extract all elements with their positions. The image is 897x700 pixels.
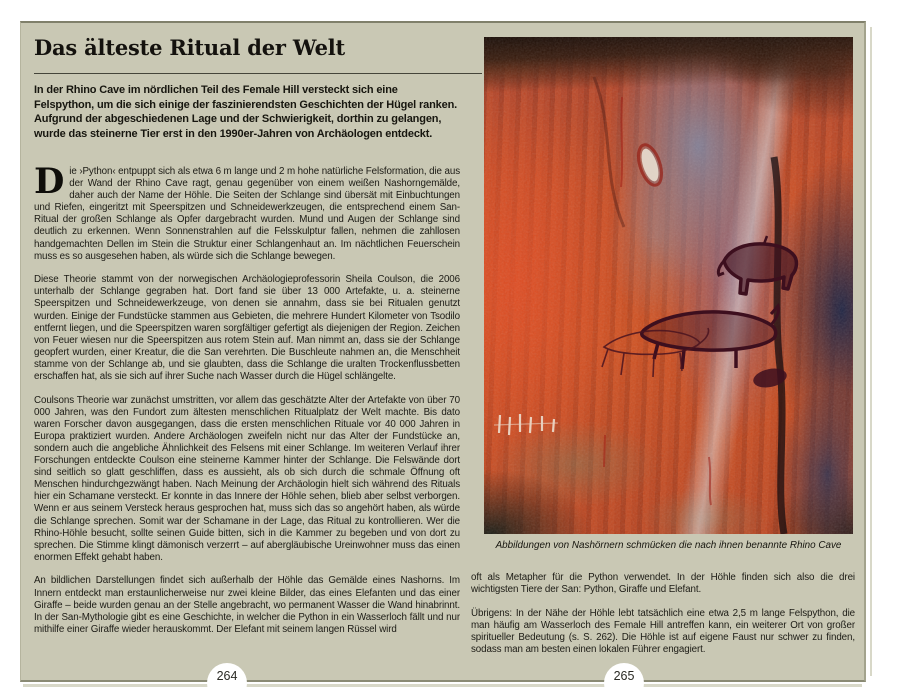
- rock-paintings-overlay: [484, 37, 853, 534]
- rock-art-photo: [484, 37, 853, 534]
- drop-cap: D: [34, 161, 65, 202]
- intro-paragraph: In der Rhino Cave im nördlichen Teil des Female Hill versteckt sich eine Felspython, um die sich einige der faszinierendsten Geschichten der Hügel ranken. Aufgrund der abgeschiedenen Lage und der Schwierigkeit, dorthin zu gelangen, wurde das steinerne Tier erst in den 1990er-Jahren von Archäologen entdeckt.: [34, 84, 458, 140]
- body-paragraph: [34, 161, 460, 263]
- body-paragraph: Coulsons Theorie war zunächst umstritten, vor allem das geschätzte Alter der Artefakte von über 70 000 Jahren, was den Fundort zum ältesten menschlichen Ritualplatz der Welt machte. Bis dato waren Forscher davon ausgegangen, dass die ersten menschlichen Rituale vor 40 000 Jahren in Europa praktiziert wurden. Andere Archäologen zweifeln nicht nur das Alter der Fundstücke an, sondern auch die angebliche Ähnlichkeit des Felsens mit einer Schlange. Im weiteren Verlauf ihrer Forschungen entdeckte Coulson eine steinerne Kammer hinter der Schlange. Die Felswände dort sind seitlich so glatt geschliffen, dass es aussieht, als ob sich durch die schmale Öffnung oft Menschen hindurchgezwängt haben. Nach Meinung der Archäologin hielt sich während des Rituals hier ein Schamane versteckt. Er konnte in das Innere der Höhle sehen, blieb aber selbst verborgen. Wenn er aus seinem Versteck heraus gesprochen hat, muss sich das so angehört haben, als würde die Schlange sprechen. Somit war der Schamane in der Lage, das Ritual zu kontrollieren. Wer die Rhino-Höhle besucht, sollte seinen Guide bitten, sich in die Kammer zu begeben und von dort zu sprechen. Die Stimme klingt dämonisch verzerrt – auf abergläubische Ureinwohner muss das einen enormen Effekt gehabt haben.: [34, 394, 460, 563]
- body-paragraph: Übrigens: In der Nähe der Höhle lebt tatsächlich eine etwa 2,5 m lange Felspython, die man häufig am Wasserloch des Female Hill antreffen kann, ein weiterer Ort von großer spiritueller Bedeutung (s. S. 262). Die Höhle ist auf eigene Faust nur schwer zu finden, sodass man am besten einen lokalen Führer engagiert.: [471, 607, 855, 655]
- body-paragraph: An bildlichen Darstellungen findet sich außerhalb der Höhle das Gemälde eines Nashorns. Im Innern entdeckt man erstaunlicherweise nur zwei kleine Bilder, das eines Elefanten und das einer Giraffe – beide wurden genau an der Stelle angebracht, wo permanent Wasser die Wand hinabrinnt. In der San-Mythologie gibt es eine Geschichte, in welcher die Python in ein Wasserloch fällt und nur mithilfe einer Giraffe wieder herauskommt. Der Elefant mit seinem langen Rüssel wird: [34, 575, 460, 635]
- title-divider: [34, 73, 482, 74]
- body-paragraph: oft als Metapher für die Python verwendet. In der Höhle finden sich also die drei wichtigsten Tiere der San: Python, Giraffe und Elefant.: [471, 572, 855, 596]
- right-text-column: [471, 572, 855, 668]
- page-title: Das älteste Ritual der Welt: [34, 35, 346, 60]
- photo-caption: Abbildungen von Nashörnern schmücken die nach ihnen benannte Rhino Cave: [495, 540, 842, 551]
- photo-grain: [484, 37, 853, 534]
- body-paragraph: Diese Theorie stammt von der norwegischen Archäologieprofessorin Sheila Coulson, die 2006 unterhalb der Schlange gegraben hat. Dort fand sie über 13 000 Artefakte, u. a. steinerne Speerspitzen und Schneidewerkzeuge, von denen sie annahm, dass sie bei Ritualen genutzt wurden. Einige der Fundstücke stammen aus Gebieten, die mehrere Hundert Kilometer von Tsodilo entfernt liegen, und die Speerspitzen waren sorgfältiger gefertigt als diejenigen der Region. Zeichen von Feuer wiesen nur die Speerspitzen aus rotem Stein auf. Man nimmt an, dass sie der Schlange geopfert wurden, einer Kreatur, die die San verehrten. Die Buschleute nahmen an, die Menschheit stamme von der Schlange ab, und sie glaubten, dass die Schlange die uralten Trockenflussbetten erschaffen hat, als sie sich auf ihrer Suche nach Wasser durch die Hügel schlängelte.: [34, 274, 460, 382]
- book-spread: [20, 21, 866, 682]
- paragraph-text: ie ›Python‹ entpuppt sich als etwa 6 m lange und 2 m hohe natürliche Felsformation, die aus der Wand der Rhino Cave ragt, genau gegenüber von einem weißen Nashorngemälde, daher auch der Name der Höhle. Die Seiten der Schlange sind übersät mit Einbuchtungen und Riefen, eingeritzt mit Speerspitzen und Schneidewerkzeugen, die entsprechend einem San-Ritual der großen Schlange als Opfer dargebracht wurden. Mund und Augen der Schlange sind deutlich zu erkennen. Wenn Sonnenstrahlen auf die Felsskulptur fallen, nehmen die zahllosen handgemachten Dellen im Stein die Struktur einer Schlangenhaut an. Im nächtlichen Feuerschein muss es so ausgesehen haben, als würde sich die Schlange bewegen.: [34, 166, 460, 262]
- page-number-left: 264: [207, 663, 247, 700]
- left-text-column: [34, 161, 460, 647]
- page-number-right: 265: [604, 663, 644, 700]
